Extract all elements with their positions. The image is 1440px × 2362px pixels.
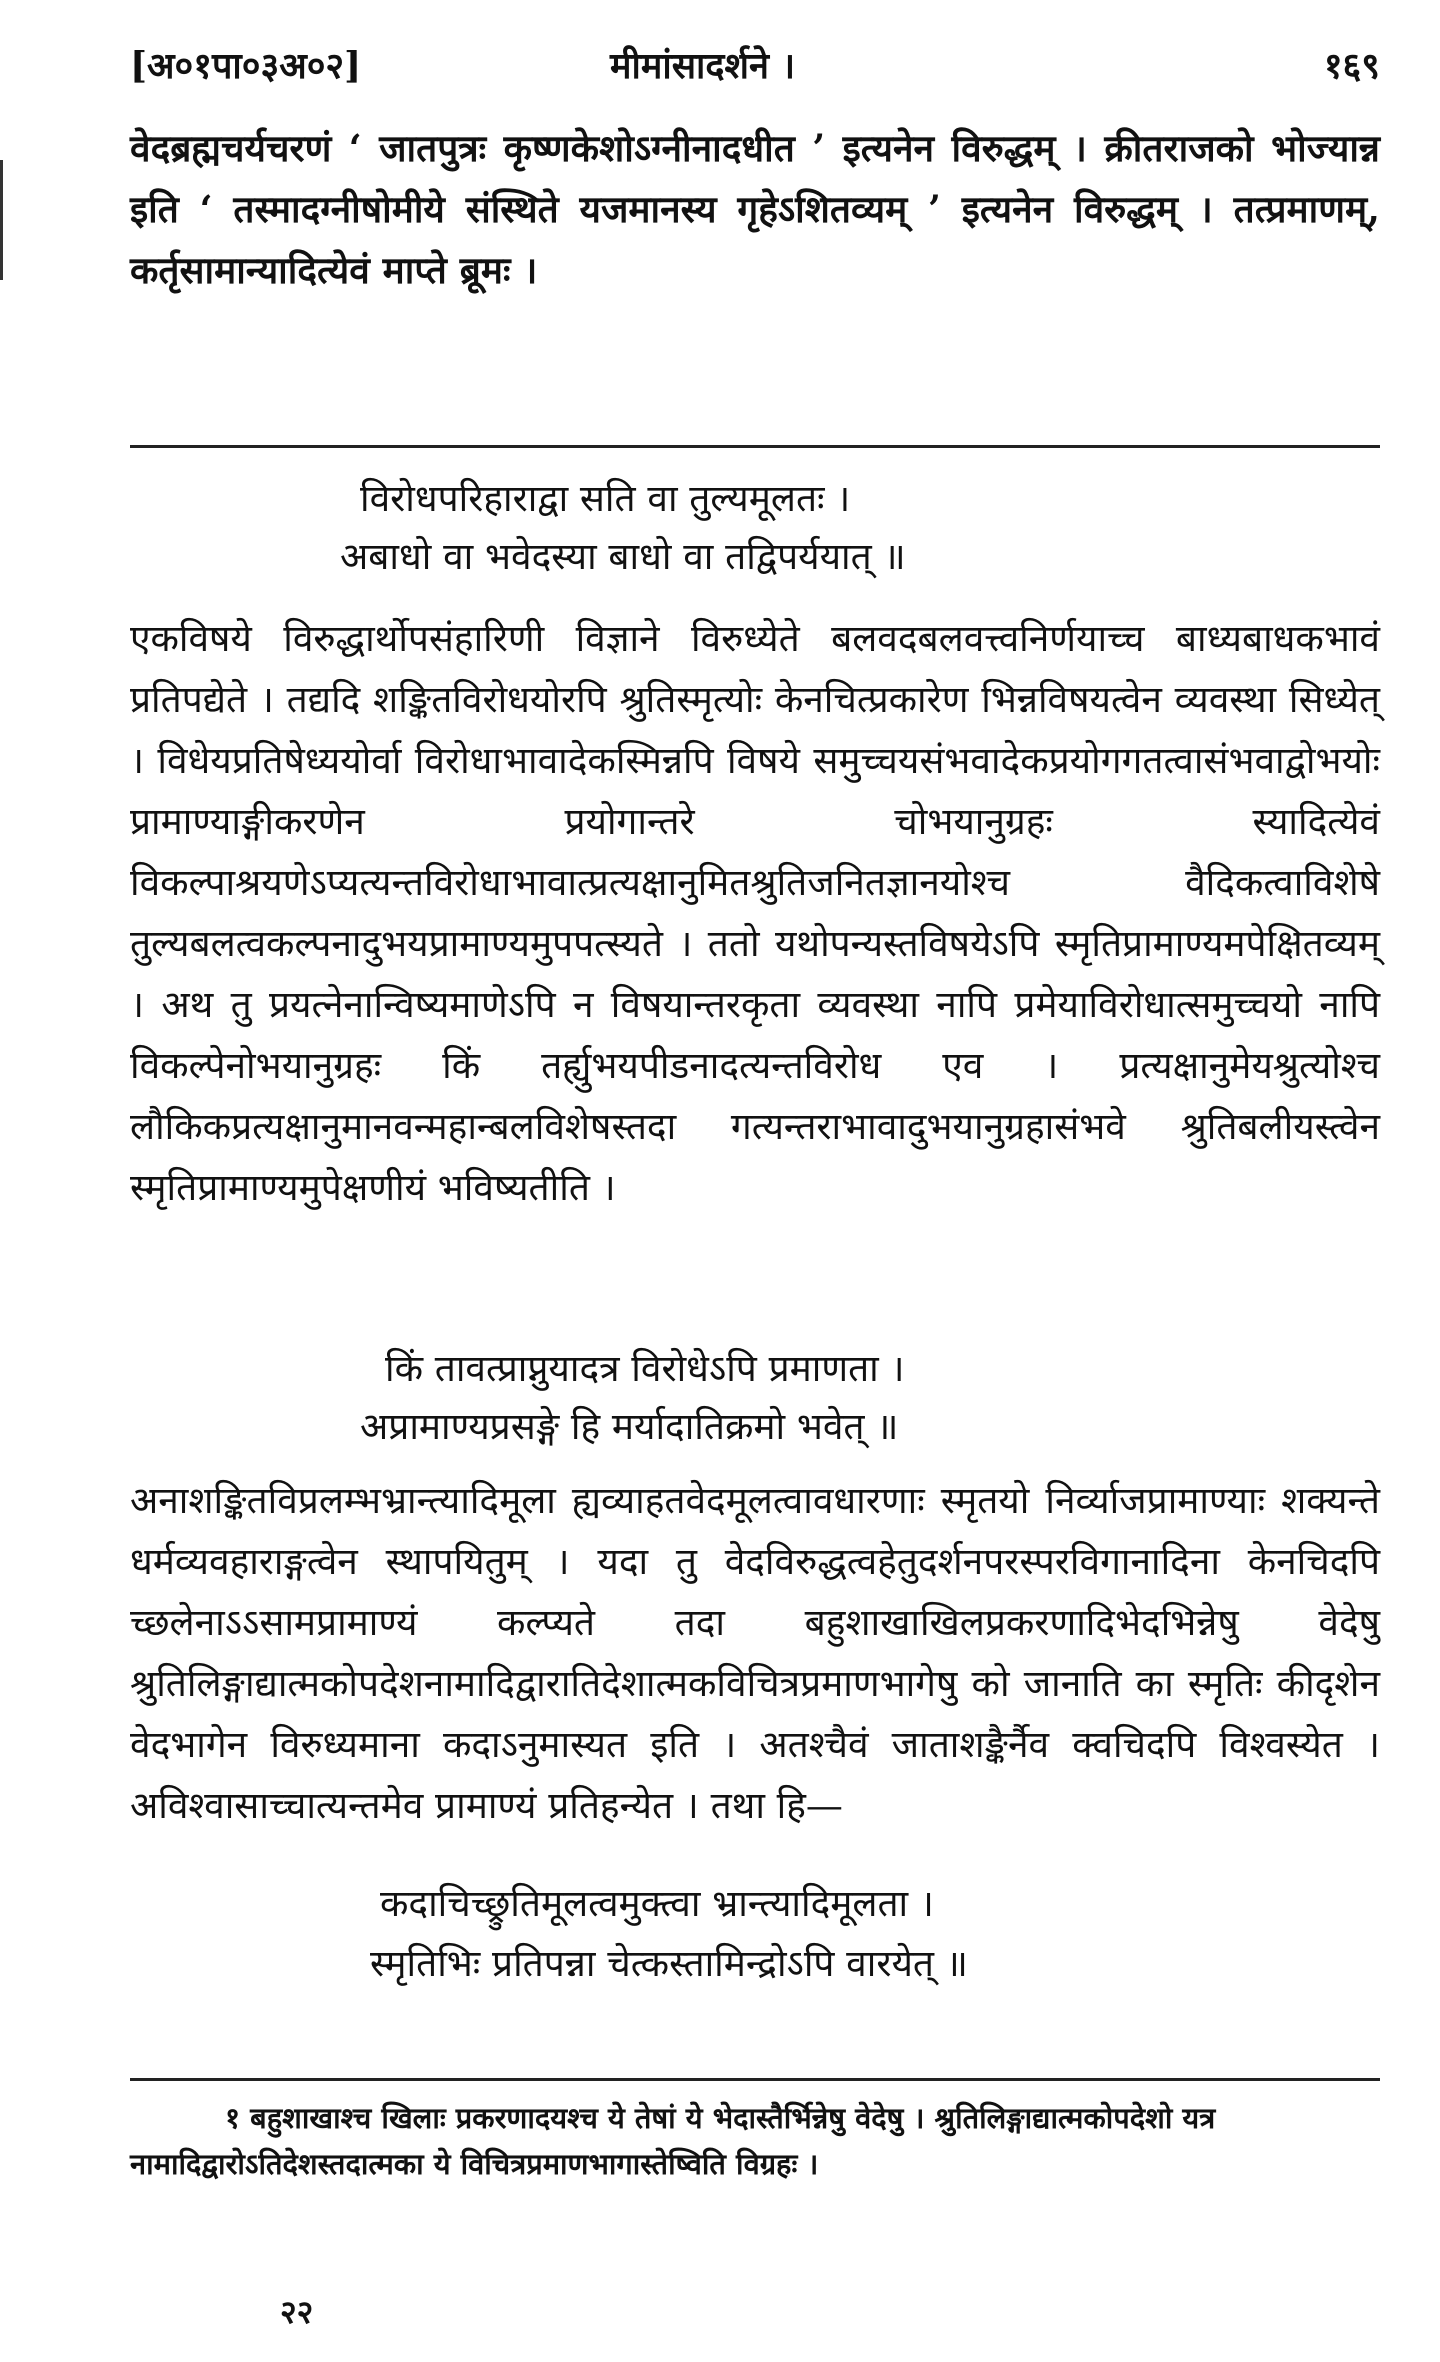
section-divider <box>130 445 1380 448</box>
verse-1-line-2: अबाधो वा भवेदस्या बाधो वा तद्विपर्ययात् ॥ <box>340 535 906 578</box>
verse-2-line-2: अप्रामाण्यप्रसङ्गे हि मर्यादातिक्रमो भवेत् ॥ <box>360 1405 899 1448</box>
margin-mark <box>0 160 11 280</box>
intro-paragraph: वेदब्रह्मचर्यचरणं ‘ जातपुत्रः कृष्णकेशोऽग्नीनादधीत ’ इत्यनेन विरुद्धम् । क्रीतराजको भोज्यान्न इति ‘ तस्मादग्नीषोमीये संस्थिते यजमानस्य गृहेऽशितव्यम् ’ इत्यनेन विरुद्धम् । तत्प्रमाणम्, कर्तृसामान्यादित्येवं माप्ते ब्रूमः । <box>130 126 1380 292</box>
signature-mark: २२ <box>280 2293 314 2331</box>
page-header <box>130 40 1380 100</box>
verse-1-line-1: विरोधपरिहाराद्वा सति वा तुल्यमूलतः । <box>360 477 851 520</box>
verse-3-line-1: कदाचिच्छ्रुतिमूलत्वमुक्त्वा भ्रान्त्यादिमूलता । <box>380 1882 934 1925</box>
header-section-ref: [अ०१पा०३अ०२] <box>130 45 362 87</box>
verse-2-line-1: किं तावत्प्राप्नुयादत्र विरोधेऽपि प्रमाणता । <box>385 1347 905 1390</box>
verse-3-line-2: स्मृतिभिः प्रतिपन्ना चेत्कस्तामिन्द्रोऽपि वारयेत् ॥ <box>370 1942 968 1985</box>
commentary-paragraph-2: अनाशङ्कितविप्रलम्भभ्रान्त्यादिमूला ह्यव्याहतवेदमूलत्वावधारणाः स्मृतयो निर्व्याजप्रामाण्याः शक्यन्ते धर्मव्यवहाराङ्गत्वेन स्थापयितुम् । यदा तु वेदविरुद्धत्वहेतुदर्शनपरस्परविगानादिना केनचिदपि च्छलेनाऽऽसामप्रामाण्यं कल्प्यते तदा बहुशाखाखिलप्रकरणादिभेदभिन्नेषु वेदेषु श्रुतिलिङ्गाद्यात्मकोपदेशनामादिद्वारातिदेशात्मकविचित्रप्रमाणभागेषु को जानाति का स्मृतिः कीदृशेन वेदभागेन विरुध्यमाना कदाऽनुमास्यत इति । अतश्चैवं जाताशङ्कैर्नैव क्वचिदपि विश्वस्येत । अविश्वासाच्चात्यन्तमेव प्रामाण्यं प्रतिहन्येत । तथा हि— <box>130 1479 1380 1827</box>
commentary-paragraph-1: एकविषये विरुद्धार्थोपसंहारिणी विज्ञाने विरुध्येते बलवदबलवत्त्वनिर्णयाच्च बाध्यबाधकभावं प्रतिपद्येते । तद्यदि शङ्कितविरोधयोरपि श्रुतिस्मृत्योः केनचित्प्रकारेण भिन्नविषयत्वेन व्यवस्था सिध्येत् । विधेयप्रतिषेध्ययोर्वा विरोधाभावादेकस्मिन्नपि विषये समुच्चयसंभवादेकप्रयोगगतत्वासंभवाद्वोभयोः प्रामाण्याङ्गीकरणेन प्रयोगान्तरे चोभयानुग्रहः स्यादित्येवं विकल्पाश्रयणेऽप्यत्यन्तविरोधाभावात्प्रत्यक्षानुमितश्रुतिजनितज्ञानयोश्च वैदिकत्वाविशेषे तुल्यबलत्वकल्पनादुभयप्रामाण्यमुपपत्स्यते । ततो यथोपन्यस्तविषयेऽपि स्मृतिप्रामाण्यमपेक्षितव्यम् । अथ तु प्रयत्नेनान्विष्यमाणेऽपि न विषयान्तरकृता व्यवस्था नापि प्रमेयाविरोधात्समुच्चयो नापि विकल्पेनोभयानुग्रहः किं तर्ह्युभयपीडनादत्यन्तविरोध एव । प्रत्यक्षानुमेयश्रुत्योश्च लौकिकप्रत्यक्षानुमानवन्महान्बलविशेषस्तदा गत्यन्तराभावादुभयानुग्रहासंभवे श्रुतिबलीयस्त्वेन स्मृतिप्रामाण्यमुपेक्षणीयं भविष्यतीति । <box>130 617 1380 1209</box>
footnote: १ बहुशाखाश्च खिलाः प्रकरणादयश्च ये तेषां ये भेदास्तैर्भिन्नेषु वेदेषु । श्रुतिलिङ्गाद्यात्मकोपदेशो यत्र नामादिद्वारोऽतिदेशस्तदात्मका ये विचित्रप्रमाणभागास्तेष्विति विग्रहः । <box>130 2101 1216 2181</box>
page-number: १६९ <box>1323 45 1380 87</box>
footnote-divider <box>130 2078 1380 2081</box>
header-title: मीमांसादर्शने । <box>610 45 796 87</box>
